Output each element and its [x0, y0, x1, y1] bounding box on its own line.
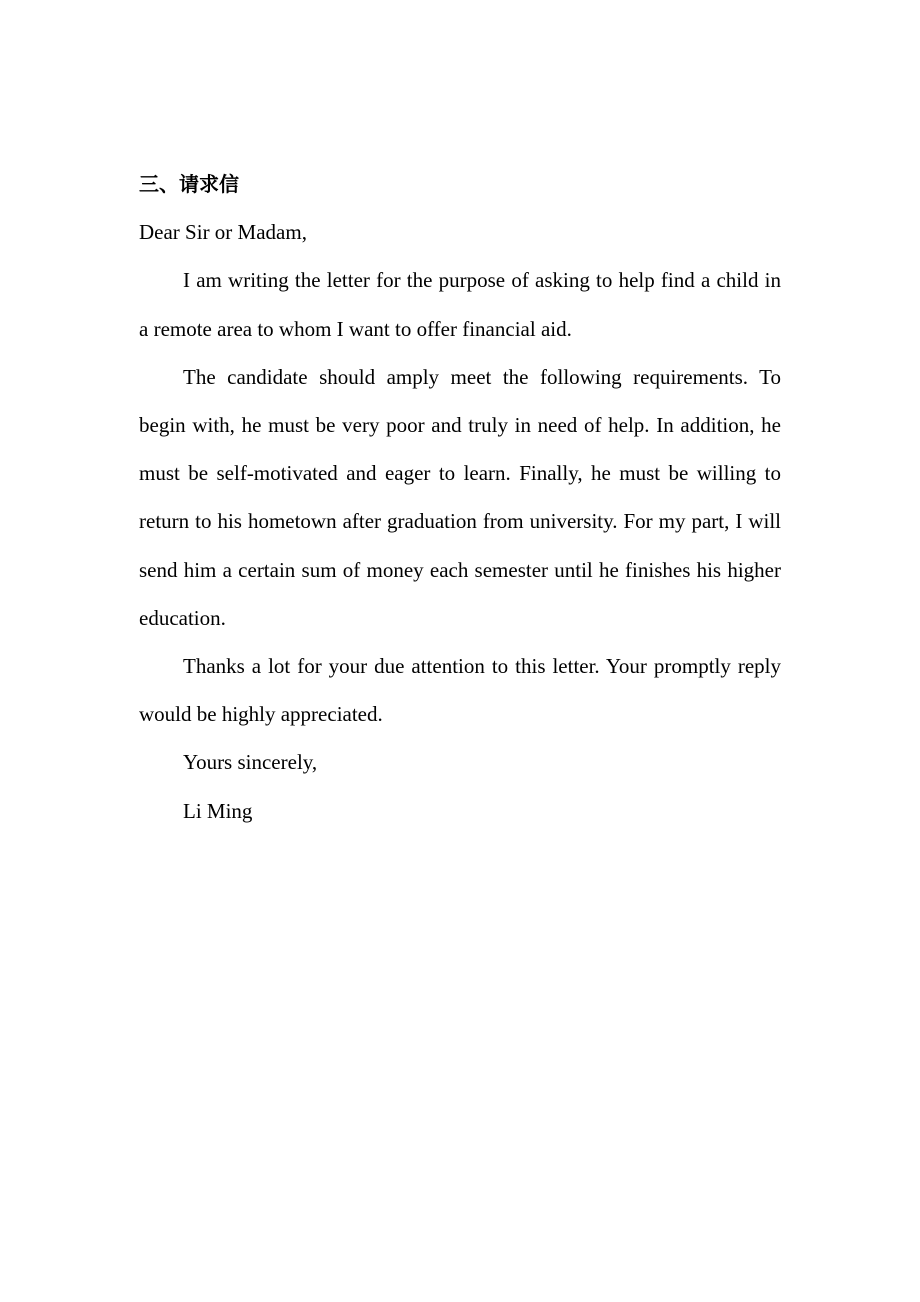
- paragraph-request: I am writing the letter for the purpose of asking to help find a child in a remote area to whom I want to offer financial aid.: [139, 268, 781, 341]
- paragraph-requirements: The candidate should amply meet the following requirements. To begin with, he must be very poor and truly in need of help. In addition, he must be self-motivated and eager to learn. Finally, he must be willing to return to his hometown after graduation from university. For my part, I will send him a certain sum of money each semester until he finishes his higher education.: [139, 364, 781, 630]
- letter-body: [139, 160, 781, 835]
- salutation: Dear Sir or Madam,: [139, 220, 307, 245]
- closing: Yours sincerely,: [183, 750, 318, 775]
- signature: Li Ming: [183, 798, 253, 823]
- section-heading: 三、请求信: [139, 172, 239, 196]
- paragraph-thanks: Thanks a lot for your due attention to this letter. Your promptly reply would be highly appreciated.: [139, 654, 781, 727]
